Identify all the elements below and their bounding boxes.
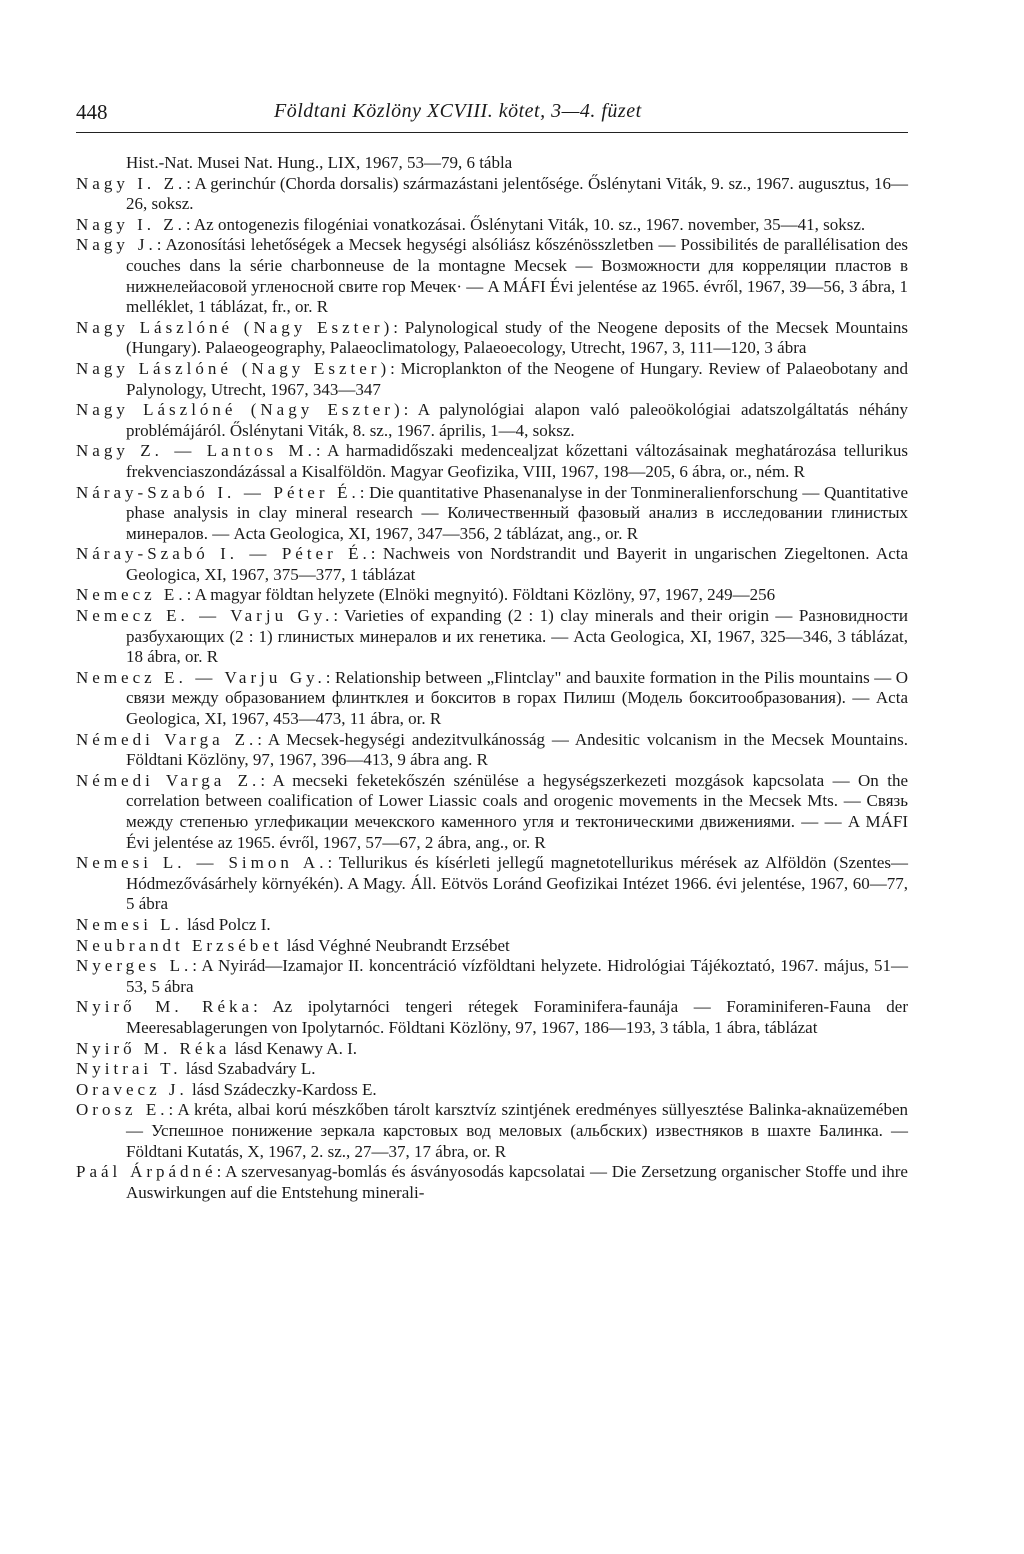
entry-text: : Varieties of expanding (2 : 1) clay minerals and their origin — Разновидности разбухающих (2 : 1) глинистых минералов и их генетика. — Acta Geologica, XI, 1967, 325—346, 3 táblázat, 18 ábra, or. R xyxy=(126,606,908,667)
page-number: 448 xyxy=(76,100,108,124)
entry-author: Nemesi L. — Simon A. xyxy=(76,853,328,873)
entry-text: : Az ipolytarnóci tengeri rétegek Foraminifera-faunája — Foraminiferen-Fauna der Meeresablagerungen von Ipolytarnóc. Földtani Közlöny, 97, 1967, 186—193, 3 tábla, 1 ábra, táblázat xyxy=(126,997,908,1037)
entry-author: Nyitrai T. xyxy=(76,1059,182,1079)
entry-text: : A gerinchúr (Chorda dorsalis) származástani jelentősége. Őslénytani Viták, 9. sz., 1967. augusztus, 16—26, soksz. xyxy=(126,173,908,214)
entry-author: Náray-Szabó I. — Péter É. xyxy=(76,482,360,502)
bibliography-entry xyxy=(76,771,908,853)
bibliography-entry xyxy=(76,235,908,317)
bibliography-entry xyxy=(76,853,908,915)
entry-author: Paál Árpádné xyxy=(76,1162,217,1182)
entry-author: Nemecz E. — Varju Gy. xyxy=(76,606,334,626)
bibliography-entry xyxy=(76,153,908,174)
entry-text: : Azonosítási lehetőségek a Mecsek hegységi alsóliász kőszénösszletben — Possibilités de parallélisation des couches dans la série charbonneuse de la montagne Mecsek — Возможности для корреляции пластов в нижнелейасовой угленосной свите гор Мечек· — A MÁFI Évi jelentése az 1965. évről, 1967, 39—56, 3 ábra, 1 melléklet, 1 táblázat, fr., or. R xyxy=(126,235,908,317)
entry-author: Nyirő M. Réka xyxy=(76,1038,231,1058)
entry-text: : Tellurikus és kísérleti jellegű magnetotellurikus mérések az Alföldön (Szentes—Hódmezővásárhely környékén). A Magy. Áll. Eötvös Loránd Geofizikai Intézet 1966. évi jelentése, 1967, 60—77, 5 ábra xyxy=(126,853,908,914)
entry-text: lásd Szabadváry L. xyxy=(181,1059,316,1079)
bibliography-entry xyxy=(76,1039,908,1060)
bibliography-entry xyxy=(76,936,908,957)
entry-author: Nyerges L. xyxy=(76,956,193,976)
page xyxy=(76,96,908,1203)
entry-author: Némedi Varga Z. xyxy=(76,729,258,749)
entry-text: : A mecseki feketekőszén szénülése a hegységszerkezeti mozgások kapcsolata — On the correlation between coalification of Lower Liassic coals and orogenic movements in the Mecsek Mts. — Связь между степенью углефикации мечекского каменного угля и тектоническими движениями. — — A MÁFI Évi jelentése az 1965. évről, 1967, 57—67, 2 ábra, ang., or. R xyxy=(126,770,908,852)
entry-author: Nagy I. Z. xyxy=(76,173,187,193)
bibliography-entry xyxy=(76,915,908,936)
entry-author: Nagy J. xyxy=(76,235,157,255)
bibliography-entry xyxy=(76,400,908,441)
entry-text: : A kréta, albai korú mészkőben tárolt karsztvíz szintjének eredményes süllyesztése Balinka-aknaüzemében — Успешное понижение зеркала карстовых вод меловых (альбских) известняков в шахте Балинка. — Földtani Kutatás, X, 1967, 2. sz., 27—37, 17 ábra, or. R xyxy=(126,1100,909,1161)
entry-text: : A Nyirád—Izamajor II. koncentráció vízföldtani helyzete. Hidrológiai Tájékoztató, 1967. május, 51—53, 5 ábra xyxy=(126,956,909,996)
entry-text: : A palynológiai alapon való paleoökológiai adatszolgáltatás néhány problémájáról. Őslénytani Viták, 8. sz., 1967. április, 1—4, soksz. xyxy=(126,400,908,440)
journal-title: Földtani Közlöny XCVIII. kötet, 3—4. füzet xyxy=(274,100,642,122)
entry-author: Neubrandt Erzsébet xyxy=(76,935,283,955)
bibliography-entry xyxy=(76,1080,908,1101)
entry-text: : Nachweis von Nordstrandit und Bayerit in ungarischen Ziegeltonen. Acta Geologica, XI, 1967, 375—377, 1 táblázat xyxy=(126,544,909,584)
entry-author: Nagy Lászlóné (Nagy Eszter) xyxy=(76,317,394,337)
bibliography-entry xyxy=(76,997,908,1038)
entry-text: : A magyar földtan helyzete (Elnöki megnyitó). Földtani Közlöny, 97, 1967, 249—256 xyxy=(186,585,776,605)
bibliography-list xyxy=(76,153,908,1203)
entry-text: : A szervesanyag-bomlás és ásványosodás kapcsolatai — Die Zersetzung organischer Stoffe und ihre Auswirkungen auf die Entstehung minerali- xyxy=(126,1162,908,1202)
bibliography-entry xyxy=(76,585,908,606)
entry-text: : A harmadidőszaki medencealjzat kőzettani változásainak meghatározása tellurikus frekvenciaszondázással a Kisalföldön. Magyar Geofizika, VIII, 1967, 198—205, 6 ábra, or., ném. R xyxy=(126,441,908,481)
entry-author: Nemecz E. xyxy=(76,585,187,605)
bibliography-entry xyxy=(76,174,908,215)
entry-author: Orosz E. xyxy=(76,1100,169,1120)
bibliography-entry xyxy=(76,1059,908,1080)
bibliography-entry xyxy=(76,606,908,668)
entry-text: : A Mecsek-hegységi andezitvulkánosság — Andesitic volcanism in the Mecsek Mountains. Földtani Közlöny, 97, 1967, 396—413, 9 ábra ang. R xyxy=(126,729,908,770)
entry-author: Nemecz E. — Varju Gy. xyxy=(76,667,326,687)
bibliography-entry xyxy=(76,441,908,482)
bibliography-entry xyxy=(76,730,908,771)
entry-text: : Microplankton of the Neogene of Hungary. Review of Palaeobotany and Palynology, Utrecht, 1967, 343—347 xyxy=(126,358,908,399)
entry-text: Hist.-Nat. Musei Nat. Hung., LIX, 1967, 53—79, 6 tábla xyxy=(126,153,513,172)
entry-text: lásd Kenawy A. I. xyxy=(230,1038,357,1058)
entry-text: : Az ontogenezis filogéniai vonatkozásai. Őslénytani Viták, 10. sz., 1967. november, 35—41, soksz. xyxy=(185,214,866,234)
bibliography-entry xyxy=(76,1100,908,1162)
bibliography-entry xyxy=(76,359,908,400)
entry-author: Náray-Szabó I. — Péter É. xyxy=(76,544,371,564)
entry-text: lásd Polcz I. xyxy=(182,914,271,934)
entry-author: Nagy Lászlóné (Nagy Eszter) xyxy=(76,358,391,378)
bibliography-entry xyxy=(76,668,908,730)
entry-text: : Palynological study of the Neogene deposits of the Mecsek Mountains (Hungary). Palaeogeography, Palaeoclimatology, Palaeoecology, Utrecht, 1967, 3, 111—120, 3 ábra xyxy=(126,317,908,358)
entry-author: Némedi Varga Z. xyxy=(76,770,261,790)
entry-author: Oravecz J. xyxy=(76,1079,188,1099)
entry-text: lásd Szádeczky-Kardoss E. xyxy=(187,1079,377,1099)
bibliography-entry xyxy=(76,318,908,359)
entry-text: lásd Véghné Neubrandt Erzsébet xyxy=(282,935,510,955)
entry-author: Nyirő M. Réka xyxy=(76,997,254,1017)
running-head xyxy=(76,96,908,133)
bibliography-entry xyxy=(76,1162,908,1203)
entry-author: Nemesi L. xyxy=(76,914,183,934)
entry-text: : Relationship between „Flintclay" and bauxite formation in the Pilis mountains — О связи между образованием флинтклея и бокситов в горах Пилиш (Модель бокситообразования). — Acta Geologica, XI, 1967, 453—473, 11 ábra, or. R xyxy=(126,667,908,729)
entry-text: : Die quantitative Phasenanalyse in der Tonmineralienforschung — Quantitative phase analysis in clay mineral research — Количественный фазовый анализ в исследовании глинистых минералов. — Acta Geologica, XI, 1967, 347—356, 2 táblázat, ang., or. R xyxy=(126,482,908,543)
entry-author: Nagy Lászlóné (Nagy Eszter) xyxy=(76,400,404,420)
bibliography-entry xyxy=(76,544,908,585)
bibliography-entry xyxy=(76,483,908,545)
bibliography-entry xyxy=(76,956,908,997)
entry-author: Nagy Z. — Lantos M. xyxy=(76,441,316,461)
entry-author: Nagy I. Z. xyxy=(76,214,186,234)
bibliography-entry xyxy=(76,215,908,236)
